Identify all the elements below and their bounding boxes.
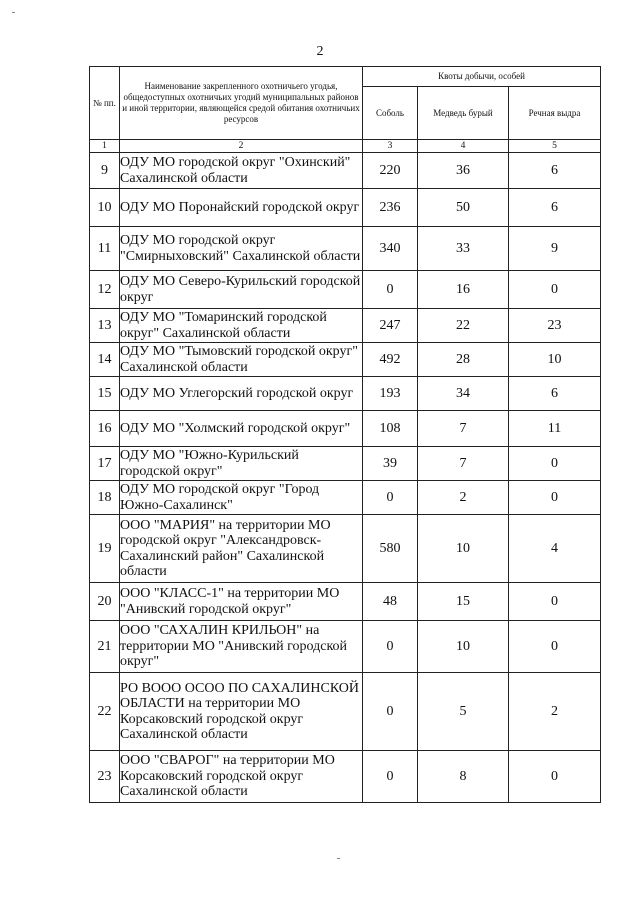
header-bear: Медведь бурый [418,87,509,140]
area-name: ООО "КЛАСС-1" на территории МО "Анивский городской округ" [120,583,363,621]
table-row [90,751,601,803]
otter-quota: 0 [509,447,601,481]
sable-quota: 236 [363,189,418,227]
header-num: № пп. [90,67,120,140]
column-number: 1 [90,140,120,153]
column-number: 3 [363,140,418,153]
header-name: Наименование закрепленного охотничьего угодья, общедоступных охотничьих угодий муниципальных районов и иной территории, являющейся средой обитания охотничьих ресурсов [120,67,363,140]
table-row [90,447,601,481]
otter-quota: 6 [509,189,601,227]
bear-quota: 10 [418,515,509,583]
bear-quota: 8 [418,751,509,803]
table-row [90,189,601,227]
row-number: 13 [90,309,120,343]
otter-quota: 23 [509,309,601,343]
table-row [90,153,601,189]
header-otter: Речная выдра [509,87,601,140]
table-row [90,673,601,751]
header-sable: Соболь [363,87,418,140]
sable-quota: 220 [363,153,418,189]
bear-quota: 34 [418,377,509,411]
row-number: 9 [90,153,120,189]
otter-quota: 0 [509,621,601,673]
row-number: 23 [90,751,120,803]
bear-quota: 36 [418,153,509,189]
bear-quota: 50 [418,189,509,227]
area-name: ОДУ МО "Холмский городской округ" [120,411,363,447]
otter-quota: 10 [509,343,601,377]
table-row [90,621,601,673]
area-name: ОДУ МО Северо-Курильский городской округ [120,271,363,309]
row-number: 17 [90,447,120,481]
sable-quota: 0 [363,481,418,515]
area-name: ОДУ МО городской округ "Смирныховский" Сахалинской области [120,227,363,271]
table-row [90,309,601,343]
area-name: ОДУ МО "Южно-Курильский городской округ" [120,447,363,481]
sable-quota: 39 [363,447,418,481]
sable-quota: 0 [363,621,418,673]
sable-quota: 580 [363,515,418,583]
sable-quota: 492 [363,343,418,377]
row-number: 22 [90,673,120,751]
area-name: ОДУ МО "Томаринский городской округ" Сахалинской области [120,309,363,343]
area-name: ОДУ МО городской округ "Охинский" Сахалинской области [120,153,363,189]
sable-quota: 0 [363,271,418,309]
bear-quota: 16 [418,271,509,309]
column-number: 2 [120,140,363,153]
otter-quota: 0 [509,583,601,621]
otter-quota: 11 [509,411,601,447]
bear-quota: 5 [418,673,509,751]
table-row [90,227,601,271]
otter-quota: 0 [509,481,601,515]
area-name: РО ВООО ОСОО ПО САХАЛИНСКОЙ ОБЛАСТИ на территории МО Корсаковский городской округ Сахалинской области [120,673,363,751]
otter-quota: 6 [509,153,601,189]
area-name: ОДУ МО Поронайский городской округ [120,189,363,227]
table-row [90,515,601,583]
table-row [90,411,601,447]
row-number: 10 [90,189,120,227]
bear-quota: 28 [418,343,509,377]
scan-speck [12,12,15,13]
table-row [90,583,601,621]
column-number: 5 [509,140,601,153]
otter-quota: 0 [509,751,601,803]
bear-quota: 15 [418,583,509,621]
row-number: 21 [90,621,120,673]
bear-quota: 7 [418,411,509,447]
otter-quota: 0 [509,271,601,309]
table-row [90,481,601,515]
sable-quota: 108 [363,411,418,447]
row-number: 12 [90,271,120,309]
row-number: 14 [90,343,120,377]
header-quota: Квоты добычи, особей [363,67,601,87]
row-number: 19 [90,515,120,583]
sable-quota: 0 [363,751,418,803]
column-number-row [90,140,601,153]
sable-quota: 247 [363,309,418,343]
page-number: 2 [316,44,324,59]
otter-quota: 9 [509,227,601,271]
row-number: 16 [90,411,120,447]
otter-quota: 6 [509,377,601,411]
column-number: 4 [418,140,509,153]
otter-quota: 2 [509,673,601,751]
sable-quota: 193 [363,377,418,411]
row-number: 11 [90,227,120,271]
bear-quota: 22 [418,309,509,343]
sable-quota: 340 [363,227,418,271]
area-name: ООО "СВАРОГ" на территории МО Корсаковский городской округ Сахалинской области [120,751,363,803]
area-name: ОДУ МО "Тымовский городской округ" Сахалинской области [120,343,363,377]
bear-quota: 2 [418,481,509,515]
bear-quota: 10 [418,621,509,673]
table-row [90,343,601,377]
table-row [90,377,601,411]
bear-quota: 33 [418,227,509,271]
bear-quota: 7 [418,447,509,481]
otter-quota: 4 [509,515,601,583]
sable-quota: 48 [363,583,418,621]
scan-speck [337,858,340,859]
row-number: 20 [90,583,120,621]
area-name: ООО "МАРИЯ" на территории МО городской округ "Александровск-Сахалинский район" Сахалинской области [120,515,363,583]
area-name: ООО "САХАЛИН КРИЛЬОН" на территории МО "Анивский городской округ" [120,621,363,673]
row-number: 18 [90,481,120,515]
row-number: 15 [90,377,120,411]
quota-table [89,66,601,803]
sable-quota: 0 [363,673,418,751]
table-row [90,271,601,309]
area-name: ОДУ МО Углегорский городской округ [120,377,363,411]
area-name: ОДУ МО городской округ "Город Южно-Сахалинск" [120,481,363,515]
